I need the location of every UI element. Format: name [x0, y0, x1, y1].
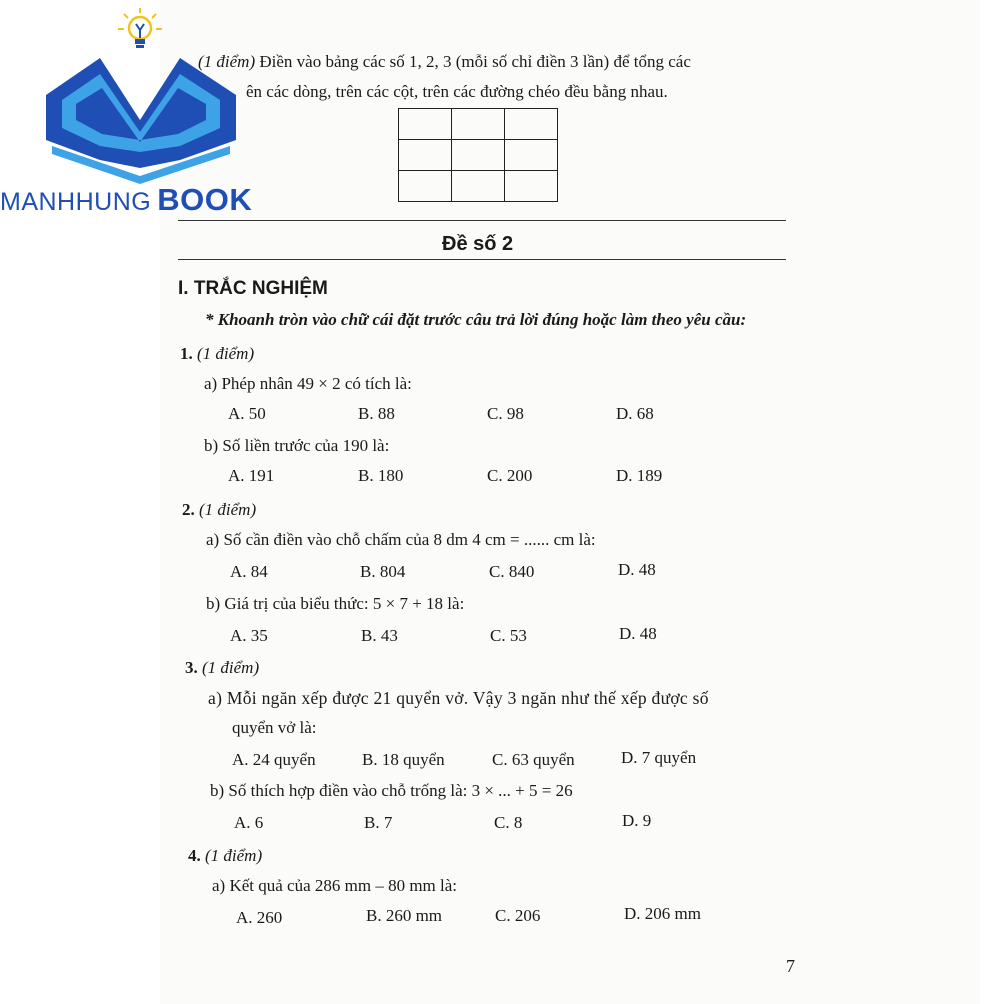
option-4a-D[interactable]: D. 206 mm	[624, 904, 701, 923]
top-problem-line-2: ên các dòng, trên các cột, trên các đường chéo đều bằng nhau.	[246, 82, 668, 101]
logo-text-book: BOOK	[157, 182, 253, 217]
section-heading: I. TRẮC NGHIỆM	[178, 278, 328, 299]
magic-square-grid	[398, 108, 558, 202]
option-2b-B[interactable]: B. 43	[361, 626, 398, 645]
option-3b-A[interactable]: A. 6	[234, 813, 264, 832]
logo-text-manhhung: MANHHUNG	[0, 188, 152, 216]
page-number: 7	[786, 956, 795, 976]
question-number: 3.	[185, 658, 198, 677]
question-points: (1 điểm)	[199, 500, 257, 519]
logo-wordmark	[0, 182, 252, 218]
top-problem-points: (1 điểm)	[198, 52, 256, 71]
option-2a-C[interactable]: C. 840	[489, 562, 535, 581]
grid-cell[interactable]	[399, 109, 452, 140]
question-3-header	[185, 658, 259, 678]
question-points: (1 điểm)	[205, 846, 263, 865]
question-points: (1 điểm)	[202, 658, 260, 677]
option-3a-B[interactable]: B. 18 quyển	[362, 750, 445, 769]
option-1b-D[interactable]: D. 189	[616, 466, 663, 485]
option-4a-C[interactable]: C. 206	[495, 906, 541, 925]
exam-title: Đề số 2	[442, 233, 514, 255]
option-1a-D[interactable]: D. 68	[616, 404, 654, 423]
question-2-header	[182, 500, 256, 520]
option-3a-C[interactable]: C. 63 quyển	[492, 750, 575, 769]
option-1b-A[interactable]: A. 191	[228, 466, 275, 485]
question-1a-text: a) Phép nhân 49 × 2 có tích là:	[204, 374, 412, 393]
instruction-text: * Khoanh tròn vào chữ cái đặt trước câu trả lời đúng hoặc làm theo yêu cầu:	[205, 310, 747, 329]
grid-cell[interactable]	[452, 140, 505, 171]
option-3a-A[interactable]: A. 24 quyển	[232, 750, 316, 769]
option-2b-C[interactable]: C. 53	[490, 626, 527, 645]
lightbulb-icon	[118, 8, 162, 48]
option-2a-B[interactable]: B. 804	[360, 562, 406, 581]
divider-top	[178, 220, 786, 221]
question-number: 2.	[182, 500, 195, 519]
grid-cell[interactable]	[505, 171, 558, 202]
question-2b-text: b) Giá trị của biểu thức: 5 × 7 + 18 là:	[206, 594, 465, 613]
question-number: 4.	[188, 846, 201, 865]
option-3a-D[interactable]: D. 7 quyển	[621, 748, 697, 767]
question-4a-text: a) Kết quả của 286 mm – 80 mm là:	[212, 876, 458, 895]
question-points: (1 điểm)	[197, 344, 255, 363]
grid-cell[interactable]	[505, 140, 558, 171]
question-number: 1.	[180, 344, 193, 363]
option-2b-A[interactable]: A. 35	[230, 626, 268, 645]
option-1b-C[interactable]: C. 200	[487, 466, 533, 485]
top-problem-line-1	[198, 52, 691, 72]
brand-logo	[0, 0, 300, 225]
grid-cell[interactable]	[452, 109, 505, 140]
option-2a-A[interactable]: A. 84	[230, 562, 268, 581]
question-4-header	[188, 846, 262, 866]
grid-cell[interactable]	[505, 109, 558, 140]
option-2b-D[interactable]: D. 48	[619, 624, 657, 643]
option-1b-B[interactable]: B. 180	[358, 466, 404, 485]
option-1a-A[interactable]: A. 50	[228, 404, 266, 423]
option-4a-A[interactable]: A. 260	[236, 908, 283, 927]
question-1b-text: b) Số liền trước của 190 là:	[204, 436, 390, 455]
option-4a-B[interactable]: B. 260 mm	[366, 906, 443, 925]
option-1a-B[interactable]: B. 88	[358, 404, 395, 423]
option-3b-B[interactable]: B. 7	[364, 813, 393, 832]
grid-cell[interactable]	[399, 140, 452, 171]
grid-cell[interactable]	[399, 171, 452, 202]
option-1a-C[interactable]: C. 98	[487, 404, 524, 423]
question-2a-text: a) Số cần điền vào chỗ chấm của 8 dm 4 cm = ...... cm là:	[206, 530, 596, 549]
divider-bottom	[178, 259, 786, 260]
question-3a-text-cont: quyển vở là:	[232, 718, 317, 737]
question-3b-text: b) Số thích hợp điền vào chỗ trống là: 3 × ... + 5 = 26	[210, 781, 573, 800]
grid-cell[interactable]	[452, 171, 505, 202]
option-3b-D[interactable]: D. 9	[622, 811, 652, 830]
option-3b-C[interactable]: C. 8	[494, 813, 523, 832]
question-1-header	[180, 344, 254, 364]
option-2a-D[interactable]: D. 48	[618, 560, 656, 579]
top-problem-text: Điền vào bảng các số 1, 2, 3 (mỗi số chỉ điền 3 lần) để tổng các	[255, 52, 691, 71]
question-3a-text: a) Mỗi ngăn xếp được 21 quyển vở. Vậy 3 ngăn như thế xếp được số	[208, 688, 709, 708]
